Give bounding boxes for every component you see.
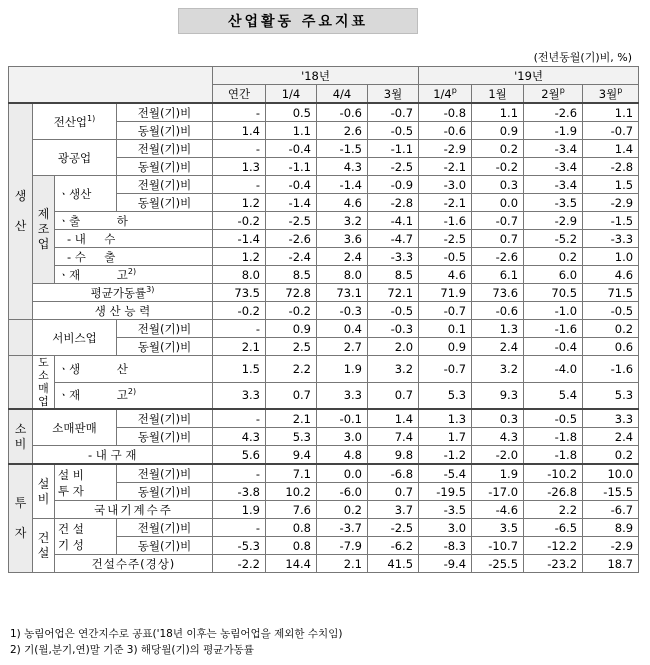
value-cell: 1.9 [472,464,524,483]
value-cell: 7.4 [368,428,419,446]
value-cell: -0.7 [368,103,419,122]
value-cell: -3.8 [213,483,266,501]
group-wholesale-retail: 도소 매업 [33,356,55,410]
row-sublabel: 동월(기)비 [117,483,213,501]
value-cell: -12.2 [524,537,583,555]
value-cell: -9.4 [419,555,472,573]
value-cell: -0.5 [583,302,639,320]
value-cell: 1.0 [583,248,639,266]
value-cell: 9.4 [266,446,317,465]
value-cell: 5.6 [213,446,266,465]
value-cell: -0.5 [524,409,583,428]
group-construction: 건 설 [33,519,55,573]
value-cell: 4.3 [213,428,266,446]
row-sublabel: 동월(기)비 [117,158,213,176]
value-cell: -0.7 [419,356,472,383]
value-cell: -1.4 [266,194,317,212]
value-cell: -23.2 [524,555,583,573]
value-cell: 1.3 [472,320,524,338]
value-cell: -0.5 [368,122,419,140]
value-cell: 0.0 [317,464,368,483]
row-label-all-industry: 전산업$^{1)}$ [33,103,117,140]
value-cell: -2.5 [419,230,472,248]
value-cell: -1.6 [583,356,639,383]
value-cell: 0.0 [472,194,524,212]
value-cell: -6.7 [583,501,639,519]
row-label-durables: - 내 구 재 [33,446,213,465]
value-cell: - [213,320,266,338]
row-label-utilization: 평균가동률$^{3)}$ [33,284,213,302]
value-cell: -3.0 [419,176,472,194]
value-cell: -1.5 [317,140,368,158]
value-cell: -5.3 [213,537,266,555]
row-sublabel: 전월(기)비 [117,320,213,338]
value-cell: 2.6 [317,122,368,140]
value-cell: 0.3 [472,176,524,194]
value-cell: 5.3 [583,382,639,409]
value-cell: -1.8 [524,446,583,465]
value-cell: -15.5 [583,483,639,501]
value-cell: 14.4 [266,555,317,573]
value-cell: -3.3 [583,230,639,248]
value-cell: 41.5 [368,555,419,573]
value-cell: -3.4 [524,140,583,158]
value-cell: -6.8 [368,464,419,483]
value-cell: -2.9 [583,537,639,555]
footnotes [10,626,342,658]
value-cell: -0.7 [472,212,524,230]
value-cell: 3.0 [317,428,368,446]
value-cell: -1.8 [524,428,583,446]
value-cell: 0.2 [583,320,639,338]
value-cell: -2.6 [472,248,524,266]
group-production: 생 산 [9,103,33,320]
value-cell: 4.8 [317,446,368,465]
row-label-retail-sales: 소매판매 [33,409,117,446]
value-cell: -2.6 [266,230,317,248]
value-cell: -10.2 [524,464,583,483]
row-sublabel: 동월(기)비 [117,338,213,356]
row-label-domestic: - 내 수 [55,230,213,248]
value-cell: 1.1 [472,103,524,122]
value-cell: 1.2 [213,248,266,266]
value-cell: 8.5 [266,266,317,284]
value-cell: 2.1 [317,555,368,573]
value-cell: - [213,409,266,428]
value-cell: - [213,176,266,194]
value-cell: -0.5 [368,302,419,320]
row-sublabel: 전월(기)비 [117,103,213,122]
value-cell: -6.0 [317,483,368,501]
value-cell: 0.6 [583,338,639,356]
value-cell: 71.9 [419,284,472,302]
value-cell: -2.9 [583,194,639,212]
footnote: 1) 농림어업은 연간지수로 공표('18년 이후는 농림어업을 제외한 수치임) [10,628,343,640]
value-cell: -25.5 [472,555,524,573]
value-cell: -4.6 [472,501,524,519]
header-2019: '19년 [419,67,639,85]
row-label-shipment: ㆍ출 하 [55,212,213,230]
value-cell: 72.8 [266,284,317,302]
value-cell: 8.0 [317,266,368,284]
value-cell: 8.0 [213,266,266,284]
row-sublabel: 동월(기)비 [117,428,213,446]
value-cell: -1.6 [419,212,472,230]
value-cell: 4.6 [317,194,368,212]
col-header: 1월 [472,85,524,104]
value-cell: -2.6 [524,103,583,122]
row-sublabel: 전월(기)비 [117,464,213,483]
value-cell: 1.7 [419,428,472,446]
value-cell: 2.7 [317,338,368,356]
value-cell: 2.1 [213,338,266,356]
value-cell: 9.8 [368,446,419,465]
value-cell: 0.7 [368,483,419,501]
group-manufacturing: 제 조 업 [33,176,55,284]
value-cell: 2.2 [266,356,317,383]
value-cell: -1.4 [317,176,368,194]
value-cell: -19.5 [419,483,472,501]
value-cell: 8.5 [368,266,419,284]
value-cell: -0.4 [266,176,317,194]
value-cell: -2.5 [368,519,419,537]
value-cell: -0.4 [266,140,317,158]
value-cell: 4.3 [472,428,524,446]
value-cell: 0.8 [266,519,317,537]
value-cell: 0.8 [266,537,317,555]
value-cell: 1.4 [368,409,419,428]
row-label-machinery-orders: 국내기계수주 [55,501,213,519]
value-cell: -2.9 [419,140,472,158]
value-cell: -1.2 [419,446,472,465]
col-header: 3월 [368,85,419,104]
group-consumption: 소 비 [9,409,33,464]
value-cell: 0.7 [472,230,524,248]
value-cell: 73.1 [317,284,368,302]
row-label-capacity: 생 산 능 력 [33,302,213,320]
value-cell: -3.3 [368,248,419,266]
value-cell: 2.2 [524,501,583,519]
value-cell: 1.2 [213,194,266,212]
header-2018: '18년 [213,67,419,85]
value-cell: -5.2 [524,230,583,248]
row-sublabel: 동월(기)비 [117,537,213,555]
row-label-mining-manufacturing: 광공업 [33,140,117,176]
value-cell: -2.9 [524,212,583,230]
value-cell: 4.6 [419,266,472,284]
value-cell: 7.1 [266,464,317,483]
value-cell: 0.3 [472,409,524,428]
value-cell: 18.7 [583,555,639,573]
value-cell: 0.2 [583,446,639,465]
value-cell: 0.7 [266,382,317,409]
value-cell: -0.6 [419,122,472,140]
group-blank [9,320,33,356]
value-cell: 0.7 [368,382,419,409]
value-cell: 4.6 [583,266,639,284]
value-cell: -6.5 [524,519,583,537]
row-label-production: ㆍ생산 [55,176,117,212]
col-header: 3월$^p$ [583,85,639,104]
value-cell: 3.3 [317,382,368,409]
row-label-retail-production: ㆍ생 산 [55,356,213,383]
value-cell: -10.7 [472,537,524,555]
value-cell: 2.4 [583,428,639,446]
value-cell: -1.6 [524,320,583,338]
row-sublabel: 전월(기)비 [117,409,213,428]
value-cell: -2.2 [213,555,266,573]
value-cell: 1.3 [213,158,266,176]
value-cell: -0.5 [419,248,472,266]
value-cell: 4.3 [317,158,368,176]
footnote: 2) 기(월,분기,연)말 기준 3) 해당월(기)의 평균가동률 [10,644,254,656]
value-cell: -2.0 [472,446,524,465]
row-sublabel: 전월(기)비 [117,176,213,194]
value-cell: -4.0 [524,356,583,383]
value-cell: 1.1 [266,122,317,140]
group-investment: 투 자 [9,464,33,573]
value-cell: -0.2 [266,302,317,320]
row-label-facility-investment: 설 비 투 자 [55,464,117,501]
value-cell: -6.2 [368,537,419,555]
value-cell: -0.6 [472,302,524,320]
col-header: 2월$^p$ [524,85,583,104]
value-cell: 0.4 [317,320,368,338]
value-cell: -0.2 [472,158,524,176]
value-cell: -0.2 [213,302,266,320]
value-cell: -2.5 [368,158,419,176]
value-cell: 0.5 [266,103,317,122]
value-cell: - [213,464,266,483]
value-cell: 0.9 [266,320,317,338]
value-cell: 0.9 [419,338,472,356]
value-cell: 0.9 [472,122,524,140]
value-cell: 5.3 [266,428,317,446]
value-cell: 0.1 [419,320,472,338]
value-cell: - [213,103,266,122]
value-cell: 71.5 [583,284,639,302]
value-cell: -3.4 [524,176,583,194]
value-cell: -1.4 [213,230,266,248]
value-cell: 3.5 [472,519,524,537]
value-cell: 1.9 [317,356,368,383]
value-cell: 3.2 [472,356,524,383]
col-header: 연간 [213,85,266,104]
value-cell: -0.3 [368,320,419,338]
col-header: 1/4 [266,85,317,104]
value-cell: 3.3 [583,409,639,428]
value-cell: 1.5 [213,356,266,383]
value-cell: -3.5 [419,501,472,519]
value-cell: 72.1 [368,284,419,302]
group-blank [9,356,33,410]
value-cell: 1.5 [583,176,639,194]
value-cell: 7.6 [266,501,317,519]
value-cell: 0.2 [472,140,524,158]
value-cell: - [213,140,266,158]
value-cell: -0.6 [317,103,368,122]
value-cell: -1.1 [368,140,419,158]
value-cell: -1.5 [583,212,639,230]
value-cell: -0.7 [583,122,639,140]
value-cell: 6.0 [524,266,583,284]
value-cell: 1.1 [583,103,639,122]
value-cell: 1.4 [583,140,639,158]
value-cell: 10.0 [583,464,639,483]
indicators-table [8,66,639,573]
value-cell: -1.0 [524,302,583,320]
value-cell: -5.4 [419,464,472,483]
row-label-export: - 수 출 [55,248,213,266]
row-sublabel: 동월(기)비 [117,122,213,140]
value-cell: -2.8 [368,194,419,212]
value-cell: 70.5 [524,284,583,302]
value-cell: 2.0 [368,338,419,356]
value-cell: -0.3 [317,302,368,320]
value-cell: -26.8 [524,483,583,501]
value-cell: -0.2 [213,212,266,230]
value-cell: 3.6 [317,230,368,248]
value-cell: -2.1 [419,194,472,212]
row-label-inventory: ㆍ재 고$^{2)}$ [55,266,213,284]
value-cell: 2.4 [317,248,368,266]
col-header: 4/4 [317,85,368,104]
value-cell: 2.4 [472,338,524,356]
row-sublabel: 전월(기)비 [117,140,213,158]
value-cell: 1.9 [213,501,266,519]
value-cell: 9.3 [472,382,524,409]
value-cell: -2.1 [419,158,472,176]
value-cell: 73.5 [213,284,266,302]
value-cell: -0.9 [368,176,419,194]
value-cell: -1.1 [266,158,317,176]
value-cell: 73.6 [472,284,524,302]
value-cell: 10.2 [266,483,317,501]
value-cell: 3.3 [213,382,266,409]
row-sublabel: 전월(기)비 [117,519,213,537]
group-facility: 설 비 [33,464,55,519]
value-cell: -8.3 [419,537,472,555]
value-cell: 3.0 [419,519,472,537]
page-title: 산업활동 주요지표 [178,8,418,34]
value-cell: -3.4 [524,158,583,176]
value-cell: -1.9 [524,122,583,140]
row-label-construction-orders: 건설수주(경상) [55,555,213,573]
value-cell: 2.1 [266,409,317,428]
row-label-service: 서비스업 [33,320,117,356]
value-cell: -4.1 [368,212,419,230]
value-cell: -2.8 [583,158,639,176]
row-sublabel: 동월(기)비 [117,194,213,212]
value-cell: 1.3 [419,409,472,428]
value-cell: 0.2 [524,248,583,266]
row-label-retail-inventory: ㆍ재 고$^{2)}$ [55,382,213,409]
value-cell: 5.3 [419,382,472,409]
value-cell: - [213,519,266,537]
value-cell: -2.4 [266,248,317,266]
col-header: 1/4$^p$ [419,85,472,104]
value-cell: 0.2 [317,501,368,519]
value-cell: 3.7 [368,501,419,519]
value-cell: 3.2 [368,356,419,383]
value-cell: 3.2 [317,212,368,230]
value-cell: -2.5 [266,212,317,230]
value-cell: -3.5 [524,194,583,212]
value-cell: 2.5 [266,338,317,356]
value-cell: 6.1 [472,266,524,284]
value-cell: 1.4 [213,122,266,140]
header-corner [9,67,213,104]
value-cell: -0.7 [419,302,472,320]
value-cell: -17.0 [472,483,524,501]
unit-label: (전년동월(기)비, %) [533,51,632,64]
value-cell: -0.1 [317,409,368,428]
value-cell: -3.7 [317,519,368,537]
row-label-construction-completed: 건 설 기 성 [55,519,117,555]
value-cell: -4.7 [368,230,419,248]
value-cell: 5.4 [524,382,583,409]
value-cell: -7.9 [317,537,368,555]
value-cell: 8.9 [583,519,639,537]
value-cell: -0.4 [524,338,583,356]
value-cell: -0.8 [419,103,472,122]
